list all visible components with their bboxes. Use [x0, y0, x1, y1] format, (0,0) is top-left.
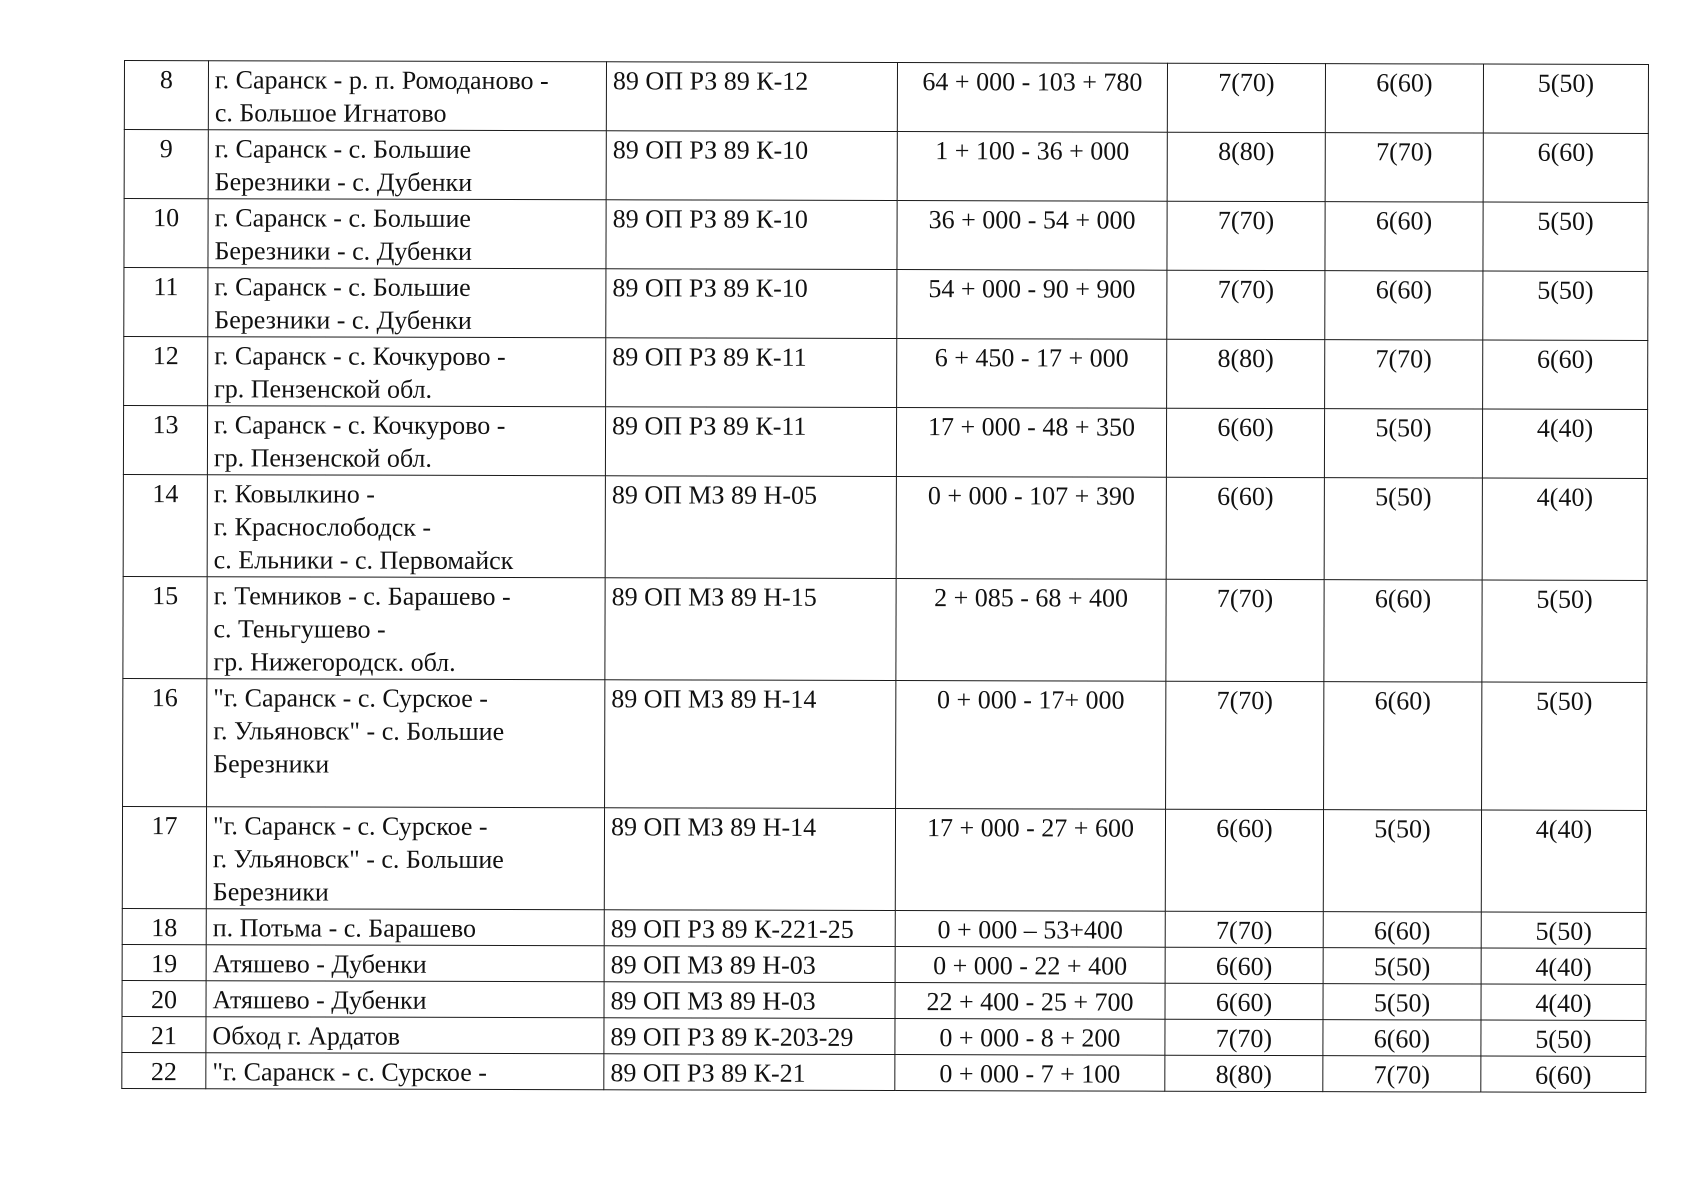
value-cell-1: 8(80) — [1167, 132, 1325, 201]
value-cell-3: 6(60) — [1481, 1056, 1646, 1092]
road-name-line: гр. Пензенской обл. — [214, 374, 433, 404]
km-range-cell: 54 + 000 - 90 + 900 — [897, 270, 1167, 340]
road-name-cell — [207, 679, 605, 808]
road-name-line: Березники - с. Дубенки — [214, 167, 473, 197]
road-name-line: Обход г. Ардатов — [212, 1021, 401, 1051]
table-row — [124, 199, 1648, 272]
road-name-line: гр. Нижегородск. обл. — [213, 647, 456, 677]
row-number: 11 — [124, 268, 208, 337]
road-name-cell — [208, 337, 606, 407]
value-cell-3: 5(50) — [1481, 1020, 1646, 1056]
road-name-line: г. Ульяновск" - с. Большие — [212, 844, 504, 874]
road-name-line: Березники — [213, 749, 330, 779]
value-cell-3: 4(40) — [1481, 810, 1646, 912]
road-name-line: г. Ульяновск" - с. Большие — [213, 716, 505, 746]
road-name-line: г. Краснослободск - — [213, 512, 432, 542]
value-cell-3: 4(40) — [1482, 478, 1647, 580]
km-range-cell: 6 + 450 - 17 + 000 — [897, 339, 1167, 409]
table-row — [123, 474, 1647, 580]
value-cell-1: 8(80) — [1165, 1055, 1323, 1091]
value-cell-1: 7(70) — [1166, 681, 1324, 809]
value-cell-1: 6(60) — [1166, 408, 1324, 477]
road-name-cell — [207, 577, 605, 680]
road-name-line: Атяшево - Дубенки — [212, 985, 427, 1015]
road-code-cell: 89 ОП МЗ 89 Н-14 — [605, 680, 896, 809]
table-row — [122, 1016, 1646, 1056]
table-row — [122, 908, 1646, 948]
value-cell-2: 7(70) — [1325, 340, 1483, 409]
table-row — [122, 1052, 1646, 1092]
table-row — [122, 806, 1646, 912]
road-name-line: Атяшево - Дубенки — [212, 949, 427, 979]
value-cell-1: 7(70) — [1167, 201, 1325, 270]
row-number: 18 — [122, 908, 206, 944]
value-cell-1: 7(70) — [1166, 579, 1324, 681]
table-row — [123, 576, 1647, 682]
row-number: 19 — [122, 944, 206, 980]
road-code-cell: 89 ОП РЗ 89 К-10 — [606, 269, 897, 339]
km-range-cell: 2 + 085 - 68 + 400 — [896, 579, 1166, 682]
table-row — [122, 980, 1646, 1020]
row-number: 16 — [123, 678, 207, 806]
value-cell-2: 6(60) — [1324, 580, 1482, 682]
value-cell-1: 7(70) — [1167, 63, 1325, 132]
value-cell-1: 7(70) — [1165, 911, 1323, 947]
table-row — [124, 268, 1648, 341]
road-name-line: г. Темников - с. Барашево - — [213, 581, 511, 612]
road-name-cell — [206, 909, 604, 946]
road-code-cell: 89 ОП РЗ 89 К-21 — [604, 1054, 895, 1091]
road-code-cell: 89 ОП МЗ 89 Н-05 — [605, 476, 896, 579]
value-cell-2: 7(70) — [1323, 1056, 1481, 1092]
value-cell-2: 6(60) — [1325, 202, 1483, 271]
value-cell-3: 4(40) — [1481, 948, 1646, 984]
row-number: 14 — [123, 474, 207, 576]
road-name-line: п. Потьма - с. Барашево — [212, 913, 477, 943]
road-name-line: "г. Саранск - с. Сурское - — [212, 811, 488, 841]
row-number: 13 — [123, 406, 207, 475]
road-name-line: г. Саранск - с. Большие — [214, 134, 472, 164]
road-code-cell: 89 ОП РЗ 89 К-221-25 — [604, 910, 895, 947]
km-range-cell: 0 + 000 - 17+ 000 — [896, 681, 1166, 810]
row-number: 21 — [122, 1016, 206, 1052]
value-cell-3: 5(50) — [1483, 64, 1648, 133]
road-name-cell — [207, 475, 605, 578]
value-cell-2: 6(60) — [1325, 271, 1483, 340]
road-name-cell — [208, 130, 606, 200]
row-number: 20 — [122, 980, 206, 1016]
table-body — [122, 61, 1649, 1093]
road-code-cell: 89 ОП РЗ 89 К-12 — [606, 62, 897, 132]
road-name-line: "г. Саранск - с. Сурское - — [212, 1057, 488, 1087]
road-code-cell: 89 ОП МЗ 89 Н-15 — [605, 578, 896, 681]
road-name-line: г. Саранск - с. Кочкурово - — [214, 410, 506, 440]
road-code-cell: 89 ОП МЗ 89 Н-03 — [604, 946, 895, 983]
value-cell-2: 6(60) — [1323, 912, 1481, 948]
road-name-line: Березники - с. Дубенки — [214, 236, 472, 266]
row-number: 17 — [122, 806, 206, 908]
value-cell-2: 6(60) — [1324, 682, 1482, 810]
value-cell-2: 5(50) — [1323, 810, 1481, 912]
km-range-cell: 0 + 000 – 53+400 — [895, 911, 1165, 948]
value-cell-3: 5(50) — [1483, 202, 1648, 271]
road-name-line: г. Саранск - с. Большие — [214, 203, 471, 233]
value-cell-2: 7(70) — [1325, 133, 1483, 202]
road-name-line: г. Ковылкино - — [213, 479, 376, 509]
road-name-cell — [208, 199, 606, 269]
road-name-line: г. Саранск - р. п. Ромоданово - — [214, 65, 549, 96]
table-row — [124, 61, 1648, 134]
road-name-cell — [206, 807, 604, 910]
road-name-cell — [206, 945, 604, 982]
road-code-cell: 89 ОП РЗ 89 К-203-29 — [604, 1018, 895, 1055]
road-code-cell: 89 ОП МЗ 89 Н-03 — [604, 982, 895, 1019]
value-cell-1: 6(60) — [1165, 947, 1323, 983]
table-row — [123, 406, 1647, 479]
road-name-line: с. Большое Игнатово — [214, 98, 447, 128]
value-cell-3: 5(50) — [1482, 580, 1647, 682]
road-name-cell — [207, 406, 605, 476]
road-name-line: гр. Пензенской обл. — [213, 443, 432, 473]
value-cell-2: 5(50) — [1324, 409, 1482, 478]
row-number: 12 — [124, 337, 208, 406]
row-number: 22 — [122, 1052, 206, 1088]
value-cell-1: 8(80) — [1167, 339, 1325, 408]
km-range-cell: 0 + 000 - 7 + 100 — [895, 1055, 1165, 1092]
km-range-cell: 17 + 000 - 48 + 350 — [896, 408, 1166, 478]
road-name-cell — [206, 981, 604, 1018]
value-cell-3: 5(50) — [1482, 682, 1647, 810]
value-cell-1: 6(60) — [1165, 809, 1323, 911]
road-name-line: с. Ельники - с. Первомайск — [213, 545, 514, 576]
road-code-cell: 89 ОП РЗ 89 К-10 — [606, 131, 897, 201]
value-cell-1: 6(60) — [1166, 477, 1324, 579]
km-range-cell: 1 + 100 - 36 + 000 — [897, 132, 1167, 202]
road-name-cell — [208, 268, 606, 338]
road-table — [121, 60, 1649, 1093]
road-name-line: Березники - с. Дубенки — [214, 305, 472, 335]
road-code-cell: 89 ОП МЗ 89 Н-14 — [604, 808, 895, 911]
road-name-line: "г. Саранск - с. Сурское - — [213, 683, 488, 713]
km-range-cell: 22 + 400 - 25 + 700 — [895, 983, 1165, 1020]
value-cell-3: 6(60) — [1483, 340, 1648, 409]
km-range-cell: 17 + 000 - 27 + 600 — [895, 809, 1165, 912]
road-code-cell: 89 ОП РЗ 89 К-10 — [606, 200, 897, 270]
table-row — [123, 678, 1647, 810]
road-name-line: г. Саранск - с. Большие — [214, 272, 471, 302]
road-name-cell — [208, 61, 606, 131]
km-range-cell: 36 + 000 - 54 + 000 — [897, 201, 1167, 271]
value-cell-2: 5(50) — [1323, 948, 1481, 984]
row-number: 10 — [124, 199, 208, 268]
row-number: 9 — [124, 130, 208, 199]
value-cell-2: 5(50) — [1323, 984, 1481, 1020]
km-range-cell: 64 + 000 - 103 + 780 — [897, 63, 1167, 133]
km-range-cell: 0 + 000 - 8 + 200 — [895, 1019, 1165, 1056]
value-cell-2: 6(60) — [1323, 1020, 1481, 1056]
value-cell-3: 4(40) — [1481, 984, 1646, 1020]
road-name-line: г. Саранск - с. Кочкурово - — [214, 341, 506, 372]
road-code-cell: 89 ОП РЗ 89 К-11 — [606, 338, 897, 408]
value-cell-3: 5(50) — [1483, 271, 1648, 340]
value-cell-3: 6(60) — [1483, 133, 1648, 202]
value-cell-3: 4(40) — [1482, 409, 1647, 478]
value-cell-2: 5(50) — [1324, 478, 1482, 580]
value-cell-1: 7(70) — [1165, 1019, 1323, 1055]
road-name-cell — [206, 1053, 604, 1090]
table-row — [124, 337, 1648, 410]
row-number: 8 — [124, 61, 208, 130]
table-row — [124, 130, 1648, 203]
road-name-cell — [206, 1017, 604, 1054]
value-cell-3: 5(50) — [1481, 912, 1646, 948]
table-row — [122, 944, 1646, 984]
value-cell-1: 6(60) — [1165, 983, 1323, 1019]
value-cell-1: 7(70) — [1167, 270, 1325, 339]
road-name-line: Березники — [212, 877, 329, 907]
value-cell-2: 6(60) — [1325, 64, 1483, 133]
km-range-cell: 0 + 000 - 22 + 400 — [895, 947, 1165, 984]
row-number: 15 — [123, 576, 207, 678]
km-range-cell: 0 + 000 - 107 + 390 — [896, 477, 1166, 580]
road-code-cell: 89 ОП РЗ 89 К-11 — [605, 407, 896, 477]
road-name-line: с. Теньгушево - — [213, 614, 386, 644]
